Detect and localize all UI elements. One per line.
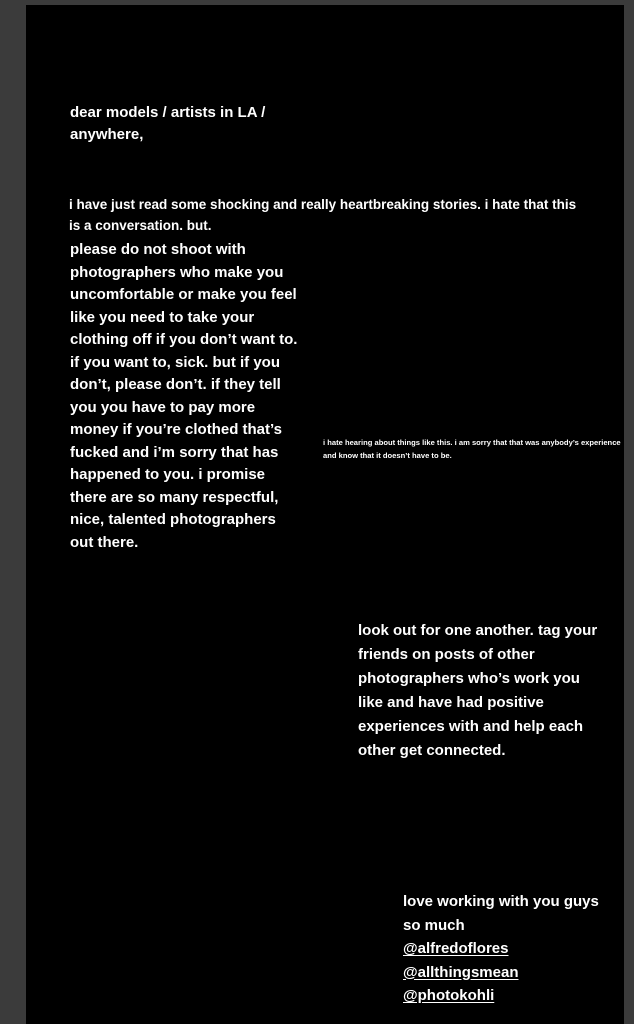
sign-off-text: love working with you guys so much <box>403 893 599 934</box>
mention-allthingsmean[interactable]: @allthingsmean <box>403 963 519 981</box>
aside-text: i hate hearing about things like this. i am sorry that that was anybody’s experience and know that it doesn’t have to be. <box>323 438 621 460</box>
mention-list <box>403 937 603 1008</box>
plea-text: please do not shoot with photographers who make you uncomfortable or make you feel like you need to take your clothing off if you don’t want to. if you want to, sick. but if you don’t, please don’t. if they tell you you have to pay more money if you’re clothed that’s fucked and i’m sorry that has happened to you. i promise there are so many respectful, nice, talented photographers out there. <box>70 241 298 551</box>
mention-photokohli[interactable]: @photokohli <box>403 987 495 1004</box>
look-out-text: look out for one another. tag your friends on posts of other photographers who’s work you like and have had positive experiences with and help each other get connected. <box>358 622 598 759</box>
intro-text: i have just read some shocking and really heartbreaking stories. i hate that this is a conversation. but. <box>69 197 577 233</box>
greeting-text: dear models / artists in LA / anywhere, <box>70 104 266 143</box>
mention-alfredoflores[interactable]: @alfredoflores <box>403 940 509 957</box>
story-canvas <box>26 5 624 1024</box>
